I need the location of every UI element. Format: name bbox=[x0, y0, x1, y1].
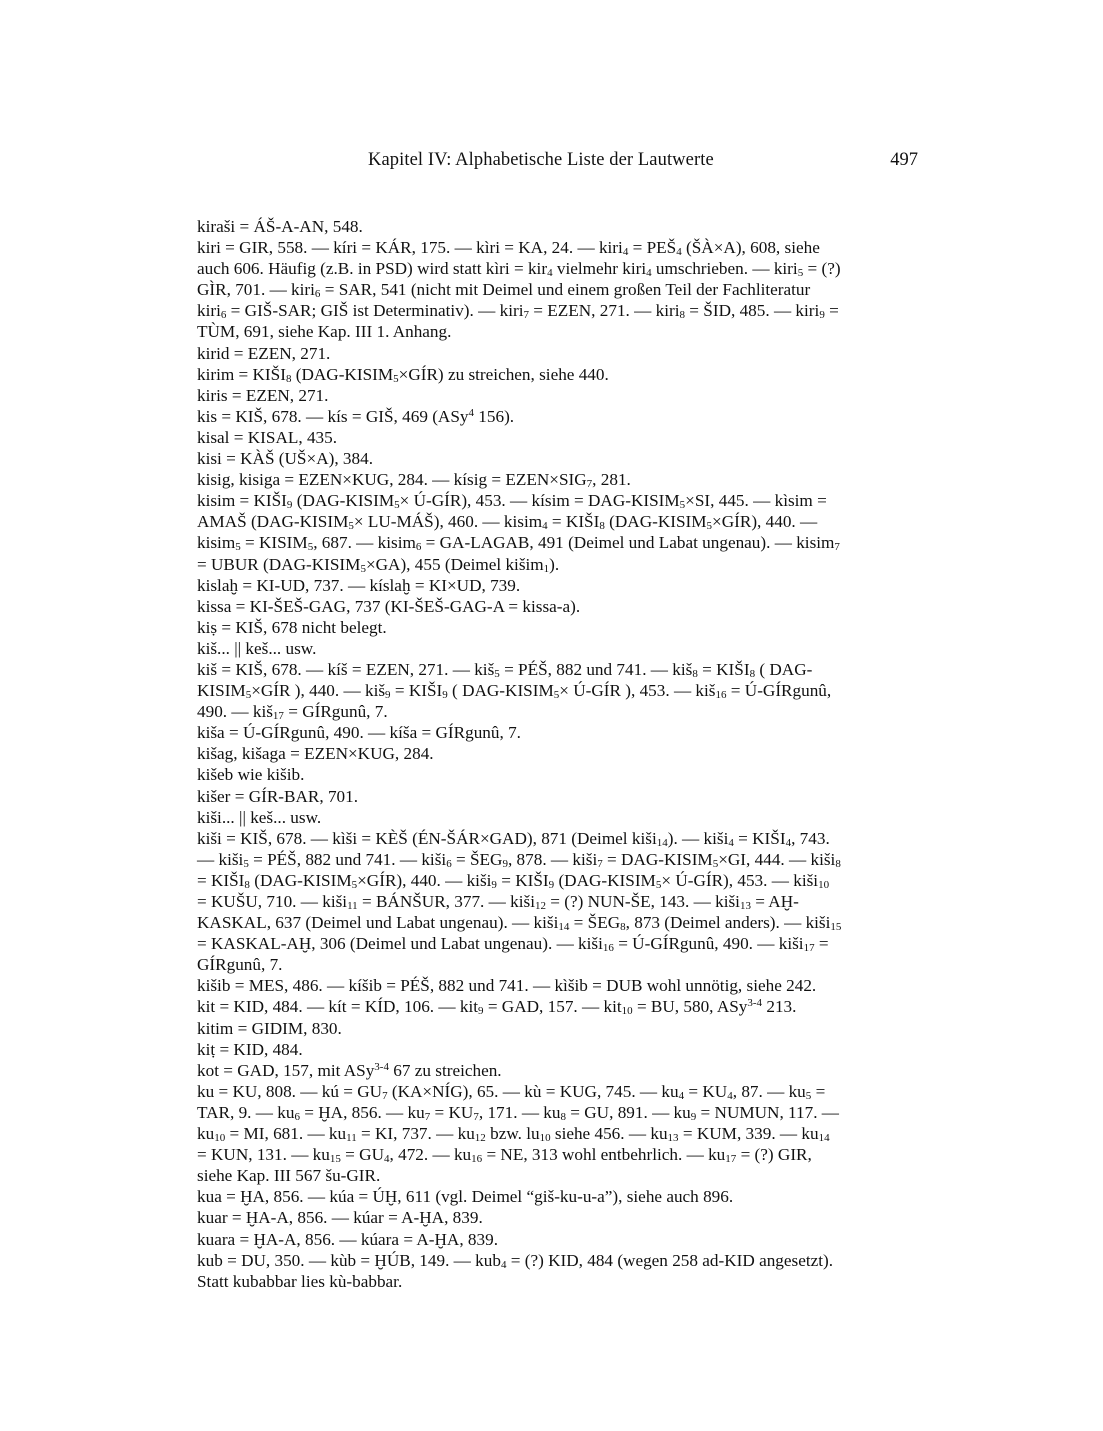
entry-line: = $KIŠI_8$ $(DAG-KISIM_5\times GÍR)$, 440. — kiši$_9$ = $KIŠI_9$ ($DAG-KISIM_5\times$ Ú-GÍR), 453. — kiši$_{10}$ bbox=[197, 870, 830, 891]
entry-line: kisal = KISAL, 435. bbox=[197, 427, 338, 447]
entry-line: AMAŠ ($DAG-KISIM_5\times$ LU-MÁŠ), 460. — kisim$_4$ = $KIŠI_8$ $(DAG-KISIM_5\times GÍR)$, 440. — bbox=[197, 512, 818, 533]
entry-line: kitim = GIDIM, 830. bbox=[197, 1018, 342, 1038]
entry-line: kissa = KI-ŠEŠ-GAG, 737 (KI-ŠEŠ-GAG-A = kissa-a). bbox=[197, 596, 581, 616]
entry-line: $KISIM_5\times GÍR$ ), 440. — kiš$_9$ = $KIŠI_9$ ( DAG-$KISIM_5\times$ Ú-GÍR ), 453. — kiš$_{16}$ = Ú-GÍRgunû, bbox=[197, 681, 832, 702]
entry-line: kuar = ḪA-A, 856. — kúar = A-ḪA, 839. bbox=[197, 1208, 483, 1228]
entry-line: kiši = KIŠ, 678. — kìši = KÈŠ (ÉN-ŠÁR×GAD), 871 (Deimel kiši$_{14}$). — kiši$_4$ = $KIŠI_4$, 743. bbox=[197, 828, 830, 849]
entry-line: kišag, kišaga = EZEN×KUG, 284. bbox=[197, 744, 434, 764]
entry-line: kiši... || keš... usw. bbox=[197, 807, 322, 827]
entry-line: kirid = EZEN, 271. bbox=[197, 343, 331, 363]
entry-line: kisig, kisiga = EZEN×KUG, 284. — kísig = $EZEN\times SIG_7$, 281. bbox=[197, 470, 631, 491]
entry-line: GÌR, 701. — kiri$_6$ = SAR, 541 (nicht mit Deimel und einem großen Teil der Fachliteratur bbox=[197, 280, 811, 301]
entry-line: 490. — kiš$_{17}$ = GÍRgunû, 7. bbox=[197, 702, 388, 723]
entry-line: kiṣ = KIŠ, 678 nicht belegt. bbox=[197, 617, 387, 637]
entry-line: — kiši$_5$ = PÉŠ, 882 und 741. — kiši$_6$ = $ŠEG_9$, 878. — kiši$_7$ = DAG-$KISIM_5\times GI$, 444. — kiši$_8$ bbox=[197, 849, 841, 870]
entry-line: TAR, 9. — $ku_6$ = ḪA, 856. — $ku_7 = KU_7$, 171. — $ku_8$ = GU, 891. — $ku_9$ = NUMUN, 117. — bbox=[197, 1102, 839, 1123]
entry-line: KASKAL, 637 (Deimel und Labat ungenau). — kiši$_{14}$ = $ŠEG_8$, 873 (Deimel anders). — kiši$_{15}$ bbox=[197, 913, 842, 934]
entry-line: siehe Kap. III 567 šu-GIR. bbox=[197, 1166, 381, 1186]
entry-line: kit = KID, 484. — kít = KÍD, 106. — kit$_9$ = GAD, 157. — kit$_{10}$ = BU, 580, ASy$^{3-4}$ 213. bbox=[197, 997, 797, 1018]
entry-line: auch 606. Häufig (z.B. in PSD) wird statt kìri = kir$_4$ vielmehr kiri$_4$ umschrieben. — kiri$_5$ = (?) bbox=[197, 259, 841, 280]
entry-list bbox=[197, 216, 925, 1292]
entry-line: = KUŠU, 710. — kiši$_{11}$ = BÁNŠUR, 377. — kiši$_{12}$ = (?) NUN-ŠE, 143. — kiši$_{13}$ = AḪ- bbox=[197, 892, 799, 912]
entry-line: TÙM, 691, siehe Kap. III 1. Anhang. bbox=[197, 322, 452, 342]
entry-line: kisim = $KIŠI_9$ ($DAG-KISIM_5\times$ Ú-GÍR), 453. — kísim = DAG-$KISIM_5\times SI$, 445. — kìsim = bbox=[197, 491, 827, 512]
entry-line: kis = KIŠ, 678. — kís = GIŠ, 469 (ASy$^4$ 156). bbox=[197, 406, 515, 426]
entry-line: ku = KU, 808. — kú = $GU_7$ (KA×NÍG), 65. — kù = KUG, 745. — $ku_4 = KU_4$, 87. — $ku_5$ = bbox=[197, 1081, 826, 1102]
page-number: 497 bbox=[890, 150, 918, 170]
entry-line: kišer = GÍR-BAR, 701. bbox=[197, 786, 359, 806]
entry-line: Statt kubabbar lies kù-babbar. bbox=[197, 1271, 403, 1291]
entry-line: kiri = GIR, 558. — kíri = KÁR, 175. — kìri = KA, 24. — kiri$_4$ = $PEŠ_4$ (ŠÀ×A), 608, siehe bbox=[197, 238, 820, 259]
entry-line: kislaḫ = KI-UD, 737. — kíslaḫ = KI×UD, 739. bbox=[197, 575, 521, 595]
entry-line: GÍRgunû, 7. bbox=[197, 955, 283, 975]
entry-line: kiri$_6$ = GIŠ-SAR; GIŠ ist Determinativ). — kiri$_7$ = EZEN, 271. — kiri$_8$ = ŠID, 485. — kiri$_9$ = bbox=[197, 301, 839, 322]
entry-line: kisi = KÀŠ (UŠ×A), 384. bbox=[197, 449, 373, 469]
entry-line: kiš... || keš... usw. bbox=[197, 638, 317, 658]
entry-line: kisim$_5$ = $KISIM_5$, 687. — kisim$_6$ = GA-LAGAB, 491 (Deimel und Labat ungenau). — kisim$_7$ bbox=[197, 533, 840, 554]
entry-line: kiraši = ÁŠ-A-AN, 548. bbox=[197, 217, 363, 236]
running-header bbox=[198, 150, 918, 176]
entry-line: kišeb wie kišib. bbox=[197, 765, 305, 785]
entry-line: kiṭ = KID, 484. bbox=[197, 1039, 303, 1059]
entry-line: $ku_{10}$ = MI, 681. — $ku_{11}$ = KI, 737. — $ku_{12}$ bzw. $lu_{10}$ siehe 456. — $ku_{13}$ = KUM, 339. — $ku_{14}$ bbox=[197, 1124, 830, 1145]
entry-line: kiša = Ú-GÍRgunû, 490. — kíša = GÍRgunû, 7. bbox=[197, 723, 521, 743]
entry-line: kiris = EZEN, 271. bbox=[197, 385, 329, 405]
entry-line: kua = ḪA, 856. — kúa = ÚḪ, 611 (vgl. Deimel “giš-ku-u-a”), siehe auch 896. bbox=[197, 1187, 734, 1207]
entry-line: kub = DU, 350. — kùb = ḪÚB, 149. — kub$_4$ = (?) KID, 484 (wegen 258 ad-KID angesetzt). bbox=[197, 1250, 834, 1271]
entry-line: kot = GAD, 157, mit ASy$^{3-4}$ 67 zu streichen. bbox=[197, 1060, 502, 1080]
entry-line: = KUN, 131. — $ku_{15} = GU_4$, 472. — $ku_{16}$ = NE, 313 wohl entbehrlich. — $ku_{17}$ = (?) GIR, bbox=[197, 1145, 812, 1166]
entry-line: = UBUR $(DAG-KISIM_5\times GA)$, 455 (Deimel kišim$_1$). bbox=[197, 554, 560, 575]
entry-line: kiš = KIŠ, 678. — kíš = EZEN, 271. — kiš$_5$ = PÉŠ, 882 und 741. — kiš$_8$ = $KIŠI_8$ ( DAG- bbox=[197, 659, 813, 680]
entry-line: kuara = ḪA-A, 856. — kúara = A-ḪA, 839. bbox=[197, 1229, 499, 1249]
entry-line: kirim = $KIŠI_8$ $(DAG-KISIM_5\times GÍR)$ zu streichen, siehe 440. bbox=[197, 364, 609, 385]
entry-line: = KASKAL-AḪ, 306 (Deimel und Labat ungenau). — kiši$_{16}$ = Ú-GÍRgunû, 490. — kiši$_{17}$ = bbox=[197, 934, 829, 955]
running-title: Kapitel IV: Alphabetische Liste der Lautwerte bbox=[368, 150, 714, 170]
entry-line: kišib = MES, 486. — kíšib = PÉŠ, 882 und 741. — kìšib = DUB wohl unnötig, siehe 242. bbox=[197, 976, 817, 996]
